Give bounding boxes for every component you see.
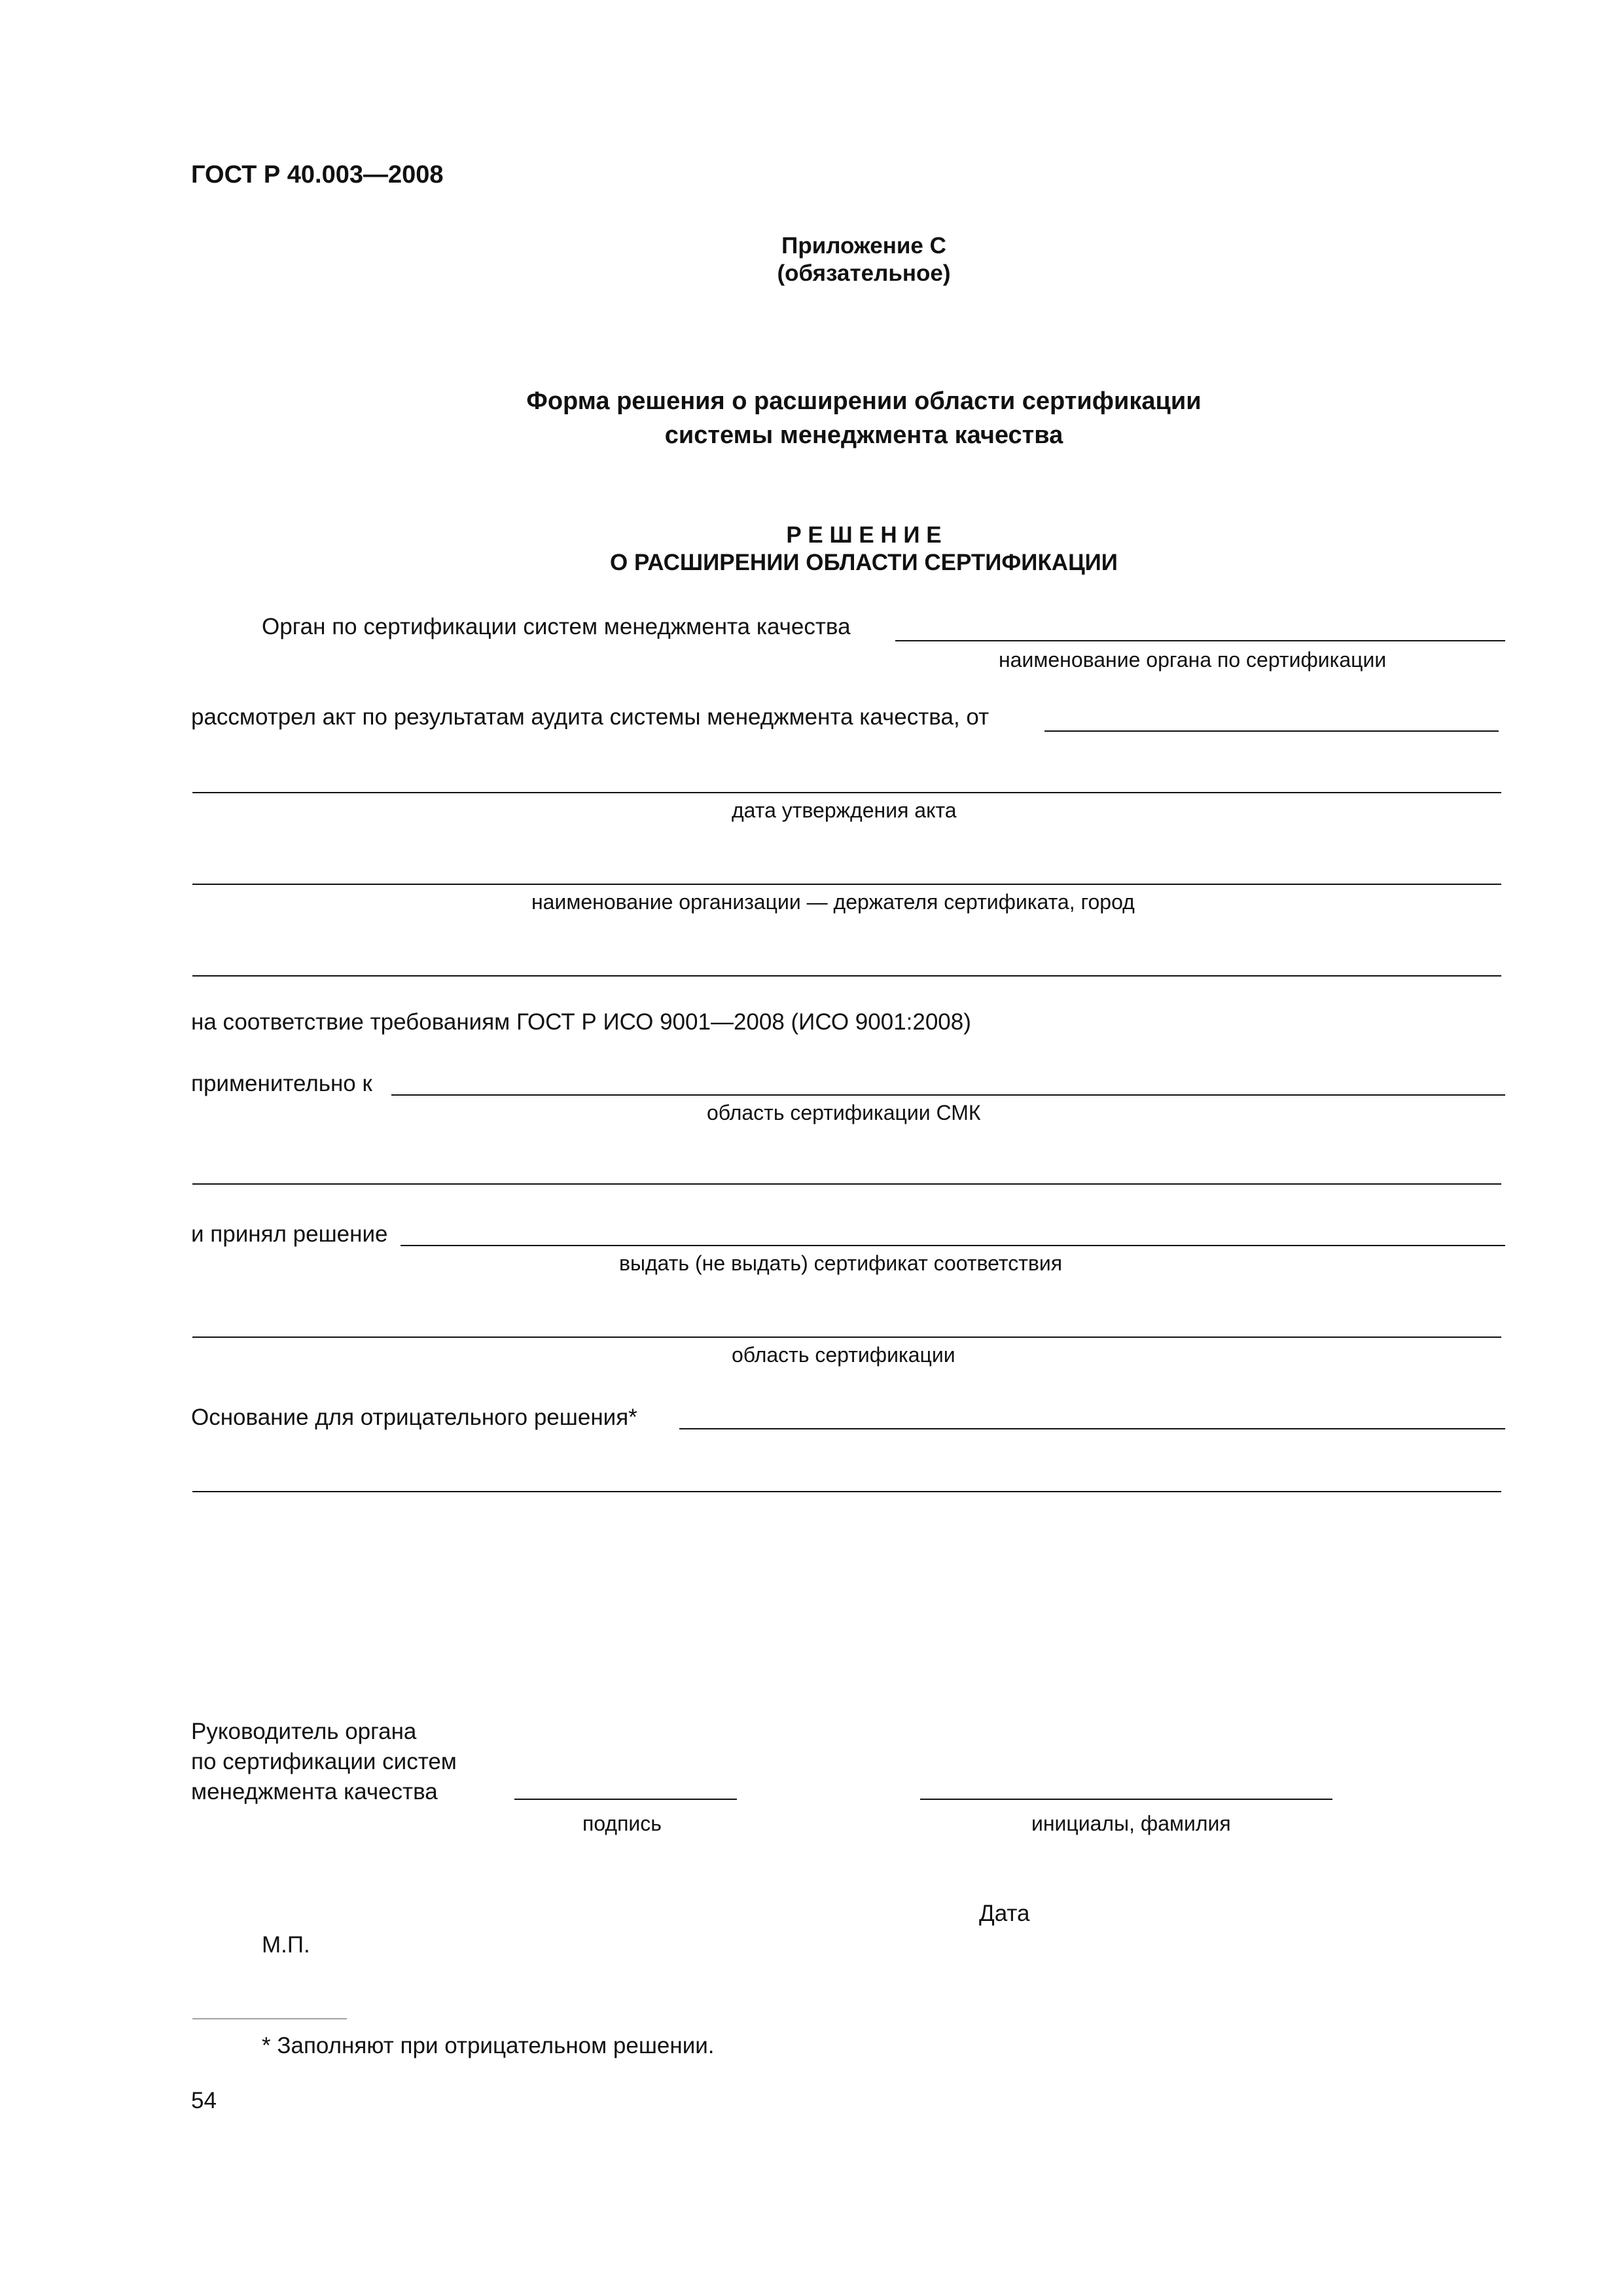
decision-heading: Р Е Ш Е Н И Е [786,522,942,548]
document-code: ГОСТ Р 40.003—2008 [191,161,444,188]
appendix-title: Приложение С [781,233,946,259]
appendix-status: (обязательное) [777,260,951,286]
certification-body-caption: наименование органа по сертификации [999,648,1387,672]
audit-act-label: рассмотрел акт по результатам аудита системы менеджмента качества, от [191,704,990,730]
negative-basis-line-2[interactable] [192,1491,1501,1492]
certification-area-caption: область сертификации [732,1343,955,1367]
certification-body-label: Орган по сертификации систем менеджмента качества [262,614,851,639]
decision-field[interactable] [401,1245,1505,1246]
applicable-label: применительно к [191,1071,372,1096]
act-date-caption: дата утверждения акта [732,798,957,822]
negative-basis-field[interactable] [679,1428,1505,1429]
form-title-line1: Форма решения о расширении области сертификации [526,387,1202,415]
decision-label: и принял решение [191,1221,388,1247]
negative-basis-label: Основание для отрицательного решения* [191,1405,637,1430]
stamp-label: М.П. [262,1932,310,1958]
scope-line-2[interactable] [192,1183,1501,1185]
head-role-line3: менеджмента качества [191,1779,438,1804]
certification-area-line[interactable] [192,1336,1501,1338]
audit-act-date-field[interactable] [1044,730,1499,732]
decision-caption: выдать (не выдать) сертификат соответствия [619,1251,1063,1275]
name-field[interactable] [920,1799,1332,1800]
signature-field[interactable] [514,1799,737,1800]
head-role-line2: по сертификации систем [191,1749,457,1774]
act-date-line[interactable] [192,792,1501,793]
name-caption: инициалы, фамилия [1031,1812,1231,1835]
organization-line-2[interactable] [192,975,1501,977]
decision-subheading: О РАСШИРЕНИИ ОБЛАСТИ СЕРТИФИКАЦИИ [610,550,1118,575]
certification-body-field[interactable] [895,640,1505,641]
page-number: 54 [191,2088,217,2113]
footnote-separator [192,2018,347,2019]
organization-line[interactable] [192,884,1501,885]
signature-caption: подпись [582,1812,662,1835]
scope-caption: область сертификации СМК [707,1101,981,1124]
footnote-text: * Заполняют при отрицательном решении. [262,2033,715,2058]
date-label: Дата [979,1901,1030,1926]
organization-caption: наименование организации — держателя сертификата, город [531,890,1135,914]
scope-field[interactable] [391,1094,1505,1096]
compliance-text: на соответствие требованиям ГОСТ Р ИСО 9001—2008 (ИСО 9001:2008) [191,1009,971,1035]
head-role-line1: Руководитель органа [191,1719,417,1744]
form-title-line2: системы менеджмента качества [664,422,1063,449]
